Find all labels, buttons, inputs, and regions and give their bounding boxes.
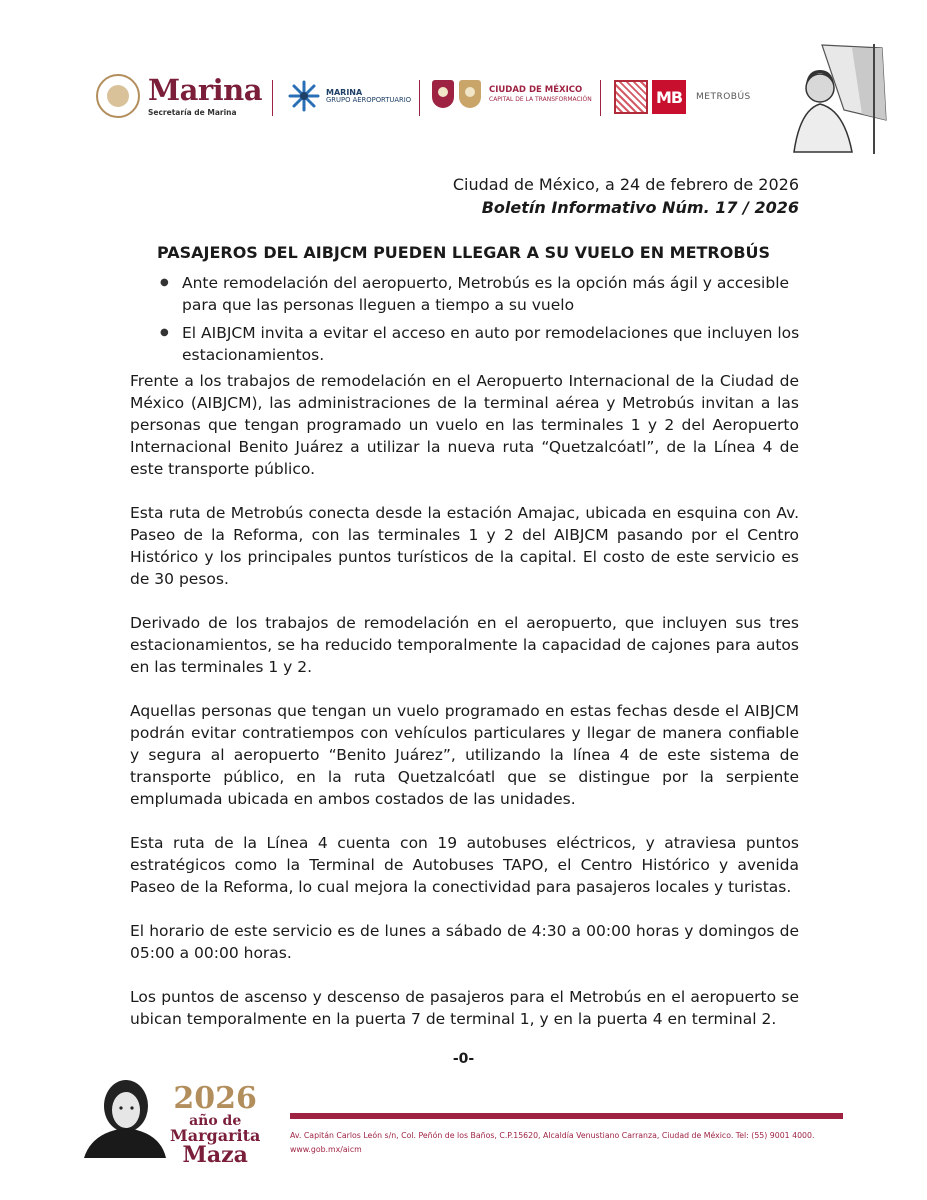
footer-address: Av. Capitán Carlos León s/n, Col. Peñón de los Baños, C.P.15620, Alcaldía Venustiano Carranza, Ciudad de México. Tel: (55) 9001 4000. bbox=[290, 1131, 815, 1140]
letterhead bbox=[0, 0, 927, 160]
footer-rule bbox=[290, 1113, 843, 1119]
cdmx-subtitle: CAPITAL DE LA TRANSFORMACIÓN bbox=[489, 95, 592, 103]
paragraph: Aquellas personas que tengan un vuelo programado en estas fechas desde el AIBJCM podrán evitar contratiempos con vehículos particulares y llegar de manera confiable y segura al aeropuerto “Benito Juárez”, utilizando la línea 4 de este sistema de transporte público, en la ruta Quetzalcóatl que se distingue por la serpiente emplumada ubicada en ambos costados de las unidades. bbox=[130, 702, 799, 808]
dateline: Ciudad de México, a 24 de febrero de 2026 bbox=[452, 175, 799, 194]
grupo-aeroportuario-logo bbox=[288, 80, 411, 112]
key-points-list bbox=[160, 272, 800, 372]
logo-divider bbox=[600, 80, 601, 116]
marina-logo bbox=[96, 74, 262, 118]
headline: PASAJEROS DEL AIBJCM PUEDEN LLEGAR A SU VUELO EN METROBÚS bbox=[156, 243, 771, 262]
year-honoree-last: Maza bbox=[182, 1142, 248, 1168]
margarita-maza-portrait-icon bbox=[82, 1076, 168, 1158]
metrobus-pattern-icon bbox=[614, 80, 648, 114]
paragraph: Esta ruta de la Línea 4 cuenta con 19 autobuses eléctricos, y atraviesa puntos estratégicos como la Terminal de Autobuses TAPO, el Centro Histórico y avenida Paseo de la Reforma, lo cual mejora la conectividad para pasajeros locales y turistas. bbox=[130, 834, 799, 896]
article-body bbox=[130, 370, 799, 1052]
national-seal-icon bbox=[96, 74, 140, 118]
cdmx-crest-icon bbox=[459, 80, 481, 108]
snowflake-star-icon bbox=[288, 80, 320, 112]
cdmx-shield-icon bbox=[432, 80, 454, 108]
heroine-flag-illustration-icon bbox=[782, 40, 892, 155]
paragraph: El horario de este servicio es de lunes a sábado de 4:30 a 00:00 horas y domingos de 05:00 a 00:00 horas. bbox=[130, 922, 799, 962]
gap-title: MARINA bbox=[326, 87, 363, 97]
year-emblem bbox=[170, 1081, 261, 1168]
gap-subtitle: GRUPO AEROPORTUARIO bbox=[326, 95, 412, 104]
paragraph: Esta ruta de Metrobús conecta desde la estación Amajac, ubicada en esquina con Av. Paseo de la Reforma, con las terminales 1 y 2 del AIBJCM pasando por el Centro Histórico y los principales puntos turísticos de la capital. El costo de este servicio es de 30 pesos. bbox=[130, 504, 799, 588]
footer-website-link[interactable]: www.gob.mx/aicm bbox=[290, 1145, 362, 1154]
paragraph: Derivado de los trabajos de remodelación en el aeropuerto, que incluyen sus tres estacionamientos, se ha reducido temporalmente la capacidad de cajones para autos en las terminales 1 y 2. bbox=[130, 614, 799, 676]
metrobus-wordmark: METROBÚS bbox=[696, 92, 751, 102]
key-point: ● Ante remodelación del aeropuerto, Metrobús es la opción más ágil y accesible para que las personas lleguen a tiempo a su vuelo bbox=[160, 272, 800, 316]
metrobus-mark: MB bbox=[652, 80, 686, 114]
key-point: ● El AIBJCM invita a evitar el acceso en auto por remodelaciones que incluyen los estacionamientos. bbox=[160, 322, 800, 366]
paragraph: Frente a los trabajos de remodelación en el Aeropuerto Internacional de la Ciudad de México (AIBJCM), las administraciones de la terminal aérea y Metrobús invitan a las personas que tengan programado un vuelo en las terminales 1 y 2 del Aeropuerto Internacional Benito Juárez a utilizar la nueva ruta “Quetzalcóatl”, de la Línea 4 de este transporte público. bbox=[130, 372, 799, 478]
year-caption: año de bbox=[189, 1113, 242, 1129]
cdmx-title: CIUDAD DE MÉXICO bbox=[489, 85, 583, 96]
cdmx-logo bbox=[432, 80, 592, 108]
paragraph: Los puntos de ascenso y descenso de pasajeros para el Metrobús en el aeropuerto se ubican temporalmente en la puerta 7 de terminal 1, y en la puerta 4 en terminal 2. bbox=[130, 988, 799, 1028]
bulletin-number: Boletín Informativo Núm. 17 / 2026 bbox=[481, 198, 799, 217]
logo-divider bbox=[272, 80, 273, 116]
marina-subtitle: Secretaría de Marina bbox=[148, 107, 237, 117]
logo-divider bbox=[419, 80, 420, 116]
year-number: 2026 bbox=[173, 1081, 257, 1116]
closing-mark: -0- bbox=[452, 1051, 475, 1067]
metrobus-logo bbox=[614, 80, 751, 114]
year-honoree-first: Margarita bbox=[170, 1126, 261, 1145]
marina-wordmark: Marina bbox=[148, 72, 263, 107]
